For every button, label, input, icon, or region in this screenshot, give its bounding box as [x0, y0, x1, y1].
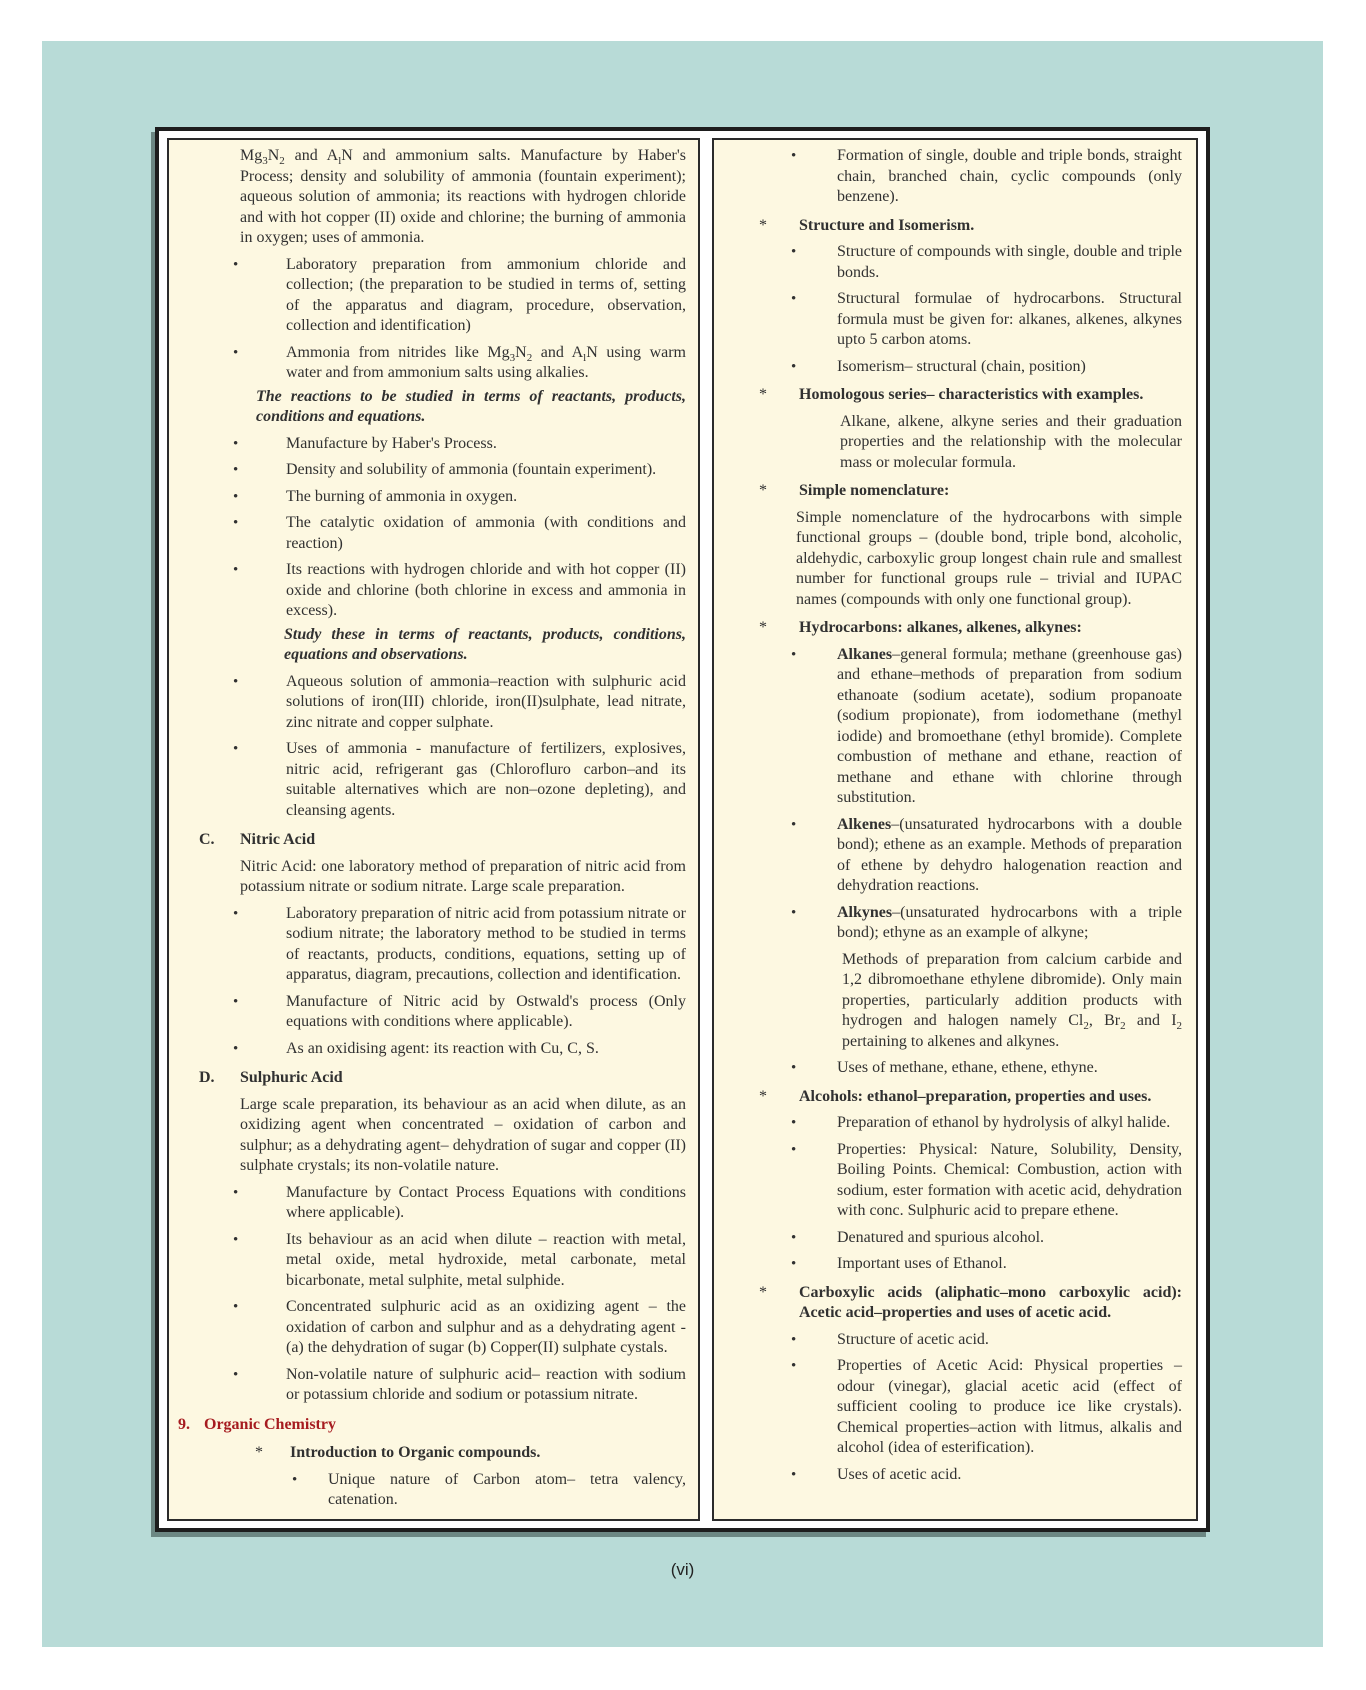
bullet-icon: • [791, 1229, 797, 1246]
asterisk-marker: * [759, 216, 767, 234]
bullet-item: • Preparation of ethanol by hydrolysis of alkyl halide. [714, 1113, 1182, 1134]
starred-heading: * Simple nomenclature: [714, 481, 1182, 502]
bullet-icon: • [233, 1040, 239, 1057]
bullet-icon: • [791, 1256, 797, 1272]
bullet-item: • Properties of Acetic Acid: Physical properties – odour (vinegar), glacial acetic acid (effect of sufficient cooling to produce ice like crystals). Chemical properties–action with litmus, alkalis and alcohol (idea of esterification). [791, 1357, 1182, 1456]
bullet-icon: • [233, 1366, 239, 1383]
section-paragraph: Nitric Acid: one laboratory method of preparation of nitric acid from potassium nitrate or sodium nitrate. Large scale preparation. [240, 857, 686, 895]
section-title: Nitric Acid [240, 831, 316, 848]
bullet-icon: • [791, 1141, 797, 1158]
bullet-icon: • [791, 291, 797, 307]
chapter-heading [178, 1415, 686, 1436]
bullet-item: • Formation of single, double and triple bonds, straight chain, branched chain, cyclic compounds (only benzene). [791, 147, 1182, 205]
section-heading [178, 1068, 686, 1089]
section-paragraph: Large scale preparation, its behaviour as an acid when dilute, as an oxidizing agent when concentrated – oxidation of carbon and sulphur; as a dehydrating agent– dehydration of sugar and copper (II) sulphate crystals; its non-volatile nature. [240, 1095, 686, 1174]
heading-paragraph: Alkane, alkene, alkyne series and their graduation properties and the relationship with the molecular mass or molecular formula. [840, 412, 1182, 471]
bullet-item: • Uses of methane, ethane, ethene, ethyne. [714, 1058, 1182, 1079]
bullet-icon: • [233, 435, 239, 452]
asterisk-marker: * [255, 1444, 263, 1461]
bullet-item: • Denatured and spurious alcohol. [714, 1228, 1182, 1249]
bullet-item: • Isomerism– structural (chain, position) [714, 357, 1182, 378]
section-label: D. [199, 1069, 215, 1086]
section-label: C. [199, 831, 215, 848]
starred-heading: * Homologous series– characteristics with examples. [714, 385, 1182, 406]
bullet-item: • Properties: Physical: Nature, Solubility, Density, Boiling Points. Chemical: Combustion, action with sodium, ester formation with acetic acid, dehydration with conc. Sulphuric acid to prepare ethene. [791, 1140, 1182, 1219]
bullet-icon: • [233, 741, 239, 757]
bullet-item: • Laboratory preparation of nitric acid from potassium nitrate or sodium nitrate; the laboratory method to be studied in terms of reactants, products, conditions, equations, setting up of apparatus, diagram, precautions, collection and identification. [233, 904, 686, 983]
bullet-icon: • [791, 816, 797, 833]
left-column-box [167, 138, 700, 1521]
bullet-icon: • [233, 905, 239, 922]
bullet-item: • Structure of compounds with single, double and triple bonds. [791, 243, 1182, 281]
bullet-item: • Its reactions with hydrogen chloride and with hot copper (II) oxide and chlorine (both chlorine in excess and ammonia in excess). [233, 561, 686, 619]
page-number: (vi) [670, 1560, 695, 1579]
bullet-icon: • [791, 358, 797, 375]
intro-paragraph: $Mg_3N_2$ and $A_lN$ and ammonium salts. Manufacture by Haber's Process; density and solubility of ammonia (fountain experiment); aqueous solution of ammonia; its reactions with hydrogen chloride and with hot copper (II) oxide and chlorine; the burning of ammonia in oxygen; uses of ammonia. [240, 147, 686, 246]
starred-heading: * Structure and Isomerism. [714, 216, 1182, 237]
starred-heading: * Carboxylic acids (aliphatic–mono carboxylic acid): Acetic acid–properties and uses of acetic acid. [759, 1283, 1182, 1321]
bullet-icon: • [791, 148, 797, 164]
bullet-icon: • [791, 646, 797, 663]
bullet-icon: • [233, 993, 239, 1010]
bullet-icon: • [233, 344, 239, 361]
bullet-item: • As an oxidising agent: its reaction with Cu, C, S. [178, 1039, 686, 1060]
bullet-icon: • [233, 462, 239, 478]
bullet-icon: • [791, 1358, 797, 1374]
bullet-item: • Aqueous solution of ammonia–reaction with sulphuric acid solutions of iron(III) chloride, iron(II)sulphate, lead nitrate, zinc nitrate and copper sulphate. [233, 672, 686, 731]
asterisk-marker: * [759, 482, 767, 499]
bullet-item: • Structural formulae of hydrocarbons. Structural formula must be given for: alkanes, alkenes, alkynes upto 5 carbon atoms. [791, 290, 1182, 348]
content-frame [155, 127, 1210, 1532]
bullet-icon: • [292, 1471, 298, 1488]
section-title: Sulphuric Acid [240, 1069, 343, 1086]
heading-paragraph: Simple nomenclature of the hydrocarbons with simple functional groups – (double bond, triple bond, alcoholic, aldehydic, carboxylic group longest chain rule and smallest number for functional groups rule – trivial and IUPAC names (compounds with only one functional group). [796, 508, 1182, 608]
asterisk-marker: * [759, 386, 767, 403]
right-column-box [712, 138, 1198, 1521]
starred-heading: * Hydrocarbons: alkanes, alkenes, alkynes: [714, 618, 1182, 639]
starred-heading: * Introduction to Organic compounds. [178, 1443, 686, 1464]
chapter-title: Organic Chemistry [204, 1415, 336, 1433]
section-heading [178, 830, 686, 851]
emphasis-note: The reactions to be studied in terms of reactants, products, conditions and equations. [256, 387, 686, 425]
bullet-icon: • [791, 244, 797, 260]
bullet-icon: • [791, 1331, 797, 1348]
bullet-item: • Alkanes–general formula; methane (greenhouse gas) and ethane–methods of preparation from sodium ethanoate (sodium acetate), sodium propanoate (sodium propionate), from iodomethane (methyl iodide) and bromoethane (ethyl bromide). Complete combustion of methane and ethane, reaction of methane and ethane with chlorine through substitution. [791, 645, 1182, 806]
asterisk-marker: * [759, 1087, 767, 1105]
bullet-item: • Concentrated sulphuric acid as an oxidizing agent – the oxidation of carbon and sulphur and as a dehydrating agent - (a) the dehydration of sugar (b) Copper(II) sulphate cystals. [233, 1298, 686, 1356]
bullet-icon: • [791, 1115, 797, 1131]
bullet-item: • Uses of ammonia - manufacture of fertilizers, explosives, nitric acid, refrigerant gas (Chlorofluro carbon–and its suitable alternatives which are non–ozone depleting), and cleansing agents. [233, 740, 686, 819]
starred-heading: * Alcohols: ethanol–preparation, properties and uses. [714, 1087, 1182, 1108]
bullet-icon: • [233, 515, 239, 531]
bullet-item: • The catalytic oxidation of ammonia (with conditions and reaction) [233, 514, 686, 552]
bullet-item: • Manufacture of Nitric acid by Ostwald's process (Only equations with conditions where applicable). [233, 992, 686, 1030]
bullet-item: • Uses of acetic acid. [714, 1465, 1182, 1486]
bullet-item: • Manufacture by Contact Process Equations with conditions where applicable). [233, 1183, 686, 1221]
bullet-item: • Ammonia from nitrides like $Mg_3N_2$ and $A_lN$ using warm water and from ammonium salts using alkalies. [233, 343, 686, 381]
bullet-item: • Laboratory preparation from ammonium chloride and collection; (the preparation to be studied in terms of, setting of the apparatus and diagram, procedure, observation, collection and identification) [233, 255, 686, 334]
bullet-item: • Alkynes–(unsaturated hydrocarbons with a triple bond); ethyne as an example of alkyne; [791, 903, 1182, 941]
emphasis-note: Study these in terms of reactants, products, conditions, equations and observations. [284, 625, 686, 663]
bullet-icon: • [791, 1060, 797, 1076]
asterisk-marker: * [759, 1283, 767, 1301]
bullet-item: • Important uses of Ethanol. [714, 1254, 1182, 1275]
bullet-item: • Alkenes–(unsaturated hydrocarbons with a double bond); ethene as an example. Methods of preparation of ethene by dehydro halogenation reaction and dehydration reactions. [791, 815, 1182, 894]
bullet-icon: • [233, 488, 239, 505]
bullet-icon: • [791, 904, 797, 921]
bullet-item: • The burning of ammonia in oxygen. [178, 487, 686, 508]
bullet-item: • Density and solubility of ammonia (fountain experiment). [178, 460, 686, 481]
bullet-icon: • [233, 256, 239, 273]
asterisk-marker: * [759, 619, 767, 636]
bullet-item: • Its behaviour as an acid when dilute – reaction with metal, metal oxide, metal hydroxide, metal carbonate, metal bicarbonate, metal sulphite, metal sulphide. [233, 1230, 686, 1289]
bullet-item: • Manufacture by Haber's Process. [178, 434, 686, 455]
bullet-item: • Unique nature of Carbon atom– tetra valency, catenation. [292, 1470, 686, 1508]
bullet-icon: • [233, 1184, 239, 1201]
bullet-continuation: Methods of preparation from calcium carbide and 1,2 dibromoethane ethylene dibromide). Only main properties, particularly addition products with hydrogen and halogen namely $Cl_2$, $Br_2$ and $I_2$ pertaining to alkenes and alkynes. [842, 950, 1183, 1050]
bullet-item: • Non-volatile nature of sulphuric acid– reaction with sodium or potassium chloride and sodium or potassium nitrate. [233, 1365, 686, 1403]
bullet-item: • Structure of acetic acid. [714, 1330, 1182, 1351]
bullet-icon: • [791, 1466, 797, 1483]
bullet-icon: • [233, 1231, 239, 1248]
bullet-icon: • [233, 673, 239, 690]
bullet-icon: • [233, 1299, 239, 1315]
bullet-icon: • [233, 562, 239, 578]
chapter-label: 9. [178, 1415, 190, 1433]
